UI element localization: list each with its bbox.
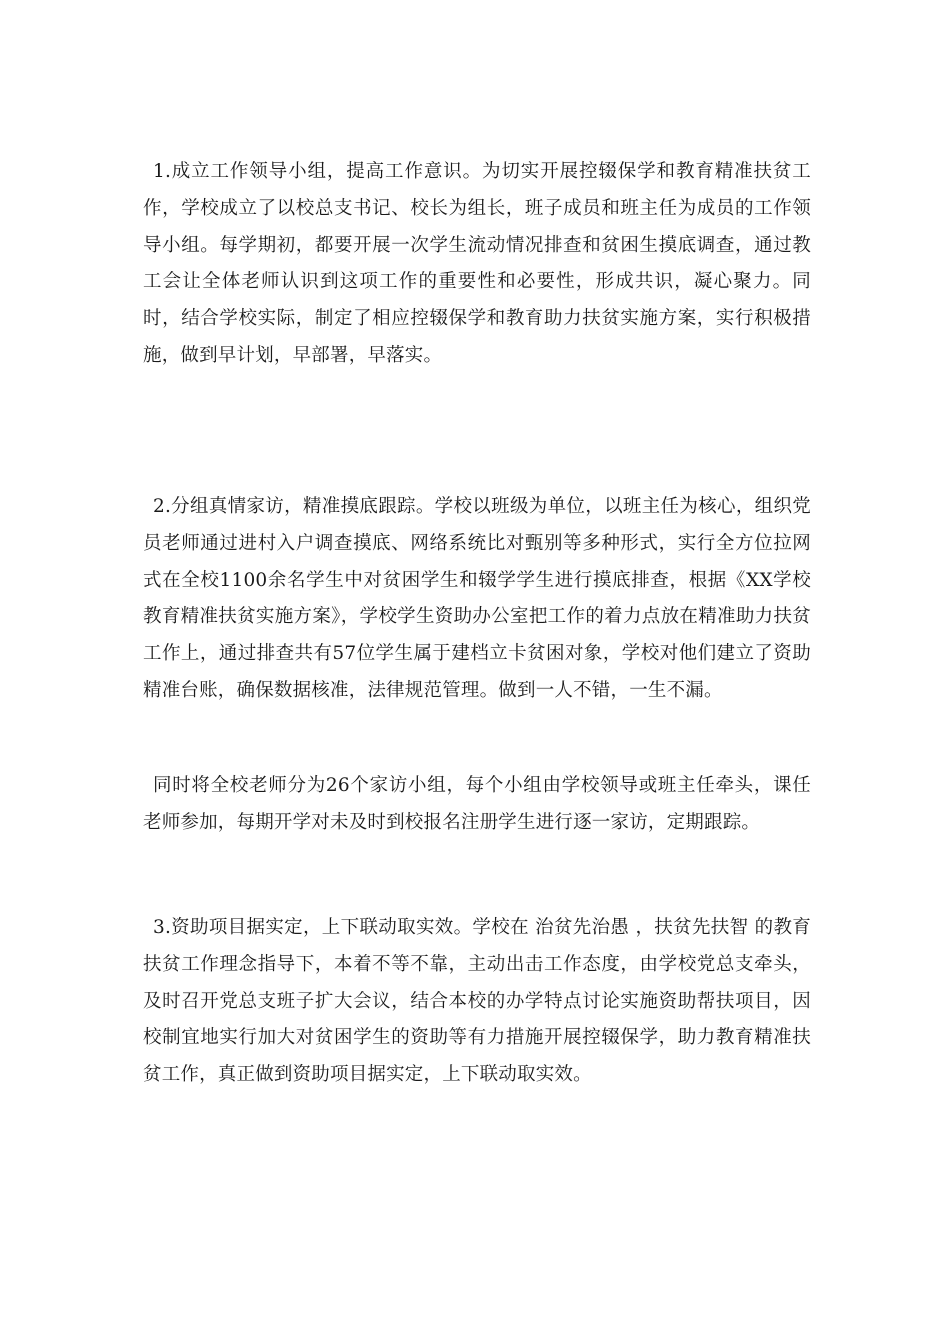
paragraph-home-visits: 2.分组真情家访，精准摸底跟踪。学校以班级为单位，以班主任为核心，组织党员老师通过进村入户调查摸底、网络系统比对甄别等多种形式，实行全方位拉网式在全校1100余名学生中对贫困学生和辍学学生进行摸底排查，根据《XX学校教育精准扶贫实施方案》，学校学生资助办公室把工作的着力点放在精准助力扶贫工作上，通过排查共有57位学生属于建档立卡贫困对象，学校对他们建立了资助精准台账，确保数据核准，法律规范管理。做到一人不错，一生不漏。 (143, 496, 811, 701)
paragraph-visit-groups: 同时将全校老师分为26个家访小组，每个小组由学校领导或班主任牵头，课任老师参加，每期开学对未及时到校报名注册学生进行逐一家访，定期跟踪。 (143, 775, 811, 833)
paragraph-funding-projects: 3.资助项目据实定，上下联动取实效。学校在 治贫先治愚 ，扶贫先扶智 的教育扶贫工作理念指导下，本着不等不靠，主动出击工作态度，由学校党总支牵头，及时召开党总支班子扩大会议，结合本校的办学特点讨论实施资助帮扶项目，因校制宜地实行加大对贫困学生的资助等有力措施开展控辍保学，助力教育精准扶贫工作，真正做到资助项目据实定，上下联动取实效。 (143, 917, 811, 1086)
paragraph-leadership-group: 1.成立工作领导小组，提高工作意识。为切实开展控辍保学和教育精准扶贫工作，学校成立了以校总支书记、校长为组长，班子成员和班主任为成员的工作领导小组。每学期初，都要开展一次学生流动情况排查和贫困生摸底调查，通过教工会让全体老师认识到这项工作的重要性和必要性，形成共识，凝心聚力。同时，结合学校实际，制定了相应控辍保学和教育助力扶贫实施方案，实行积极措施，做到早计划，早部署，早落实。 (143, 161, 811, 366)
